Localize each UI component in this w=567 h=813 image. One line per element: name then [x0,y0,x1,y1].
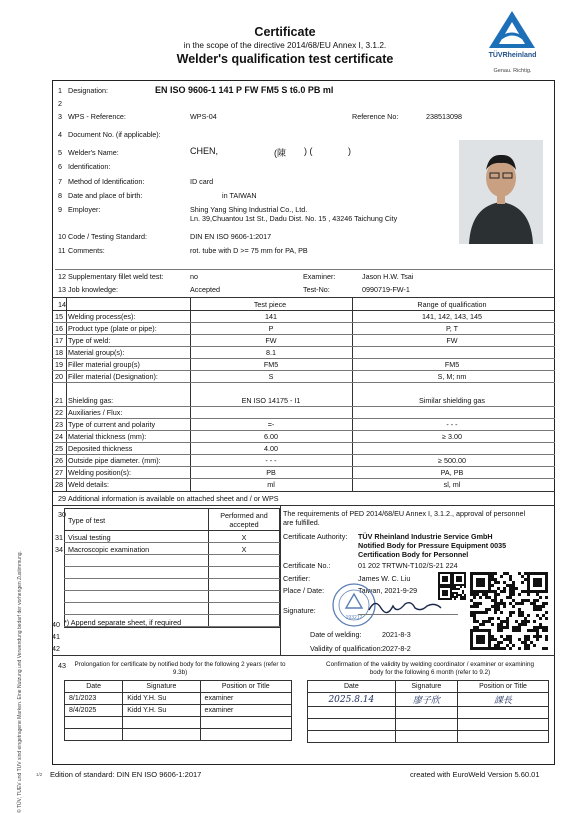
row-number: 21 [55,396,63,405]
tuv-logo [475,8,550,78]
table-row [65,693,292,705]
append-note: *) Append separate sheet, if required [64,618,182,627]
test-piece-value: 6.00 [264,432,278,441]
reference-label: Reference No: [352,112,399,121]
row-separator [52,454,555,455]
test-piece-value: S [268,372,274,381]
table-cell: Kidd Y.H. Su [123,705,200,717]
row-number: 1 [58,86,62,95]
table-header-row [65,681,292,693]
confirmation-table [307,680,549,743]
certificate-title: Certificate [254,25,316,39]
test-piece-value: FM5 [263,360,279,369]
test-mark: X [241,533,247,542]
place-value: Taiwan, 2021-9-29 [358,586,418,595]
page-prefix: 1/2 [36,772,43,777]
qualification-label: Welding position(s): [68,468,131,477]
row-number: 2 [58,99,62,108]
table-row [65,705,292,717]
col-performed: Performed and accepted [220,511,268,529]
row-separator [52,322,555,323]
range-value: S, M; nm [437,372,467,381]
row-number: 42 [52,644,60,653]
confirm-text-2: body for the following 6 month (refer to 9.2) [369,669,491,676]
welder-name-paren-2: ) ( [304,146,313,156]
row-separator [52,346,555,347]
row-separator [52,382,555,383]
row-number: 11 [58,246,66,255]
test-piece-value: ml [267,480,275,489]
row-number: 34 [55,545,63,554]
confirm-text-1: Confirmation of the validity by welding coordinator / examiner or examining [326,661,534,668]
row-separator [52,370,555,371]
range-value: PA, PB [440,468,464,477]
test-piece-value: 4.00 [264,444,278,453]
designation-label: Designation: [68,86,108,95]
ped-text-2: are fulfilled. [283,518,320,527]
qr-code [470,572,548,650]
table-row [308,731,549,743]
qualification-label: Filler material group(s) [68,360,140,369]
row-number: 22 [55,408,63,417]
separator [52,491,555,492]
row-separator [64,542,280,543]
row-separator [64,566,280,567]
separator [52,655,555,656]
qualification-label: Welding process(es): [68,312,136,321]
row-number: 6 [58,162,62,171]
side-trademark-note: © TÜV, TUEV und TUV sind eingetragene Marken. Eine Nutzung und Verwendung bedarf der vorherigen Zustimmung. [17,551,23,813]
certno-value: 01 202 TRTWN-T102/S-21 224 [358,561,458,570]
table-row [308,693,549,707]
row-number: 13 [58,285,66,294]
range-value: sl, ml [443,480,461,489]
weld-date-value: 2021-8-3 [382,630,411,639]
welder-name-paren-3: ) [348,146,351,156]
testno-label: Test-No: [303,285,330,294]
row-number: 29 [58,494,66,503]
code-value: DIN EN ISO 9606-1:2017 [190,232,272,241]
welder-name-label: Welder's Name: [68,148,119,157]
row-separator [52,466,555,467]
table-cell [308,731,396,743]
reference-value: 238513098 [426,112,462,121]
column-header: Date [308,681,396,693]
qualification-label: Material group(s): [68,348,125,357]
row-number: 18 [55,348,63,357]
weld-date-label: Date of welding: [310,630,362,639]
row-separator [52,334,555,335]
table-row [65,729,292,741]
wps-value: WPS-04 [190,112,217,121]
wps-label: WPS - Reference: [68,112,126,121]
table-cell [395,707,457,719]
row-separator [52,406,555,407]
test-type: Visual testing [68,533,111,542]
col-range: Range of qualification [417,300,487,309]
row-number: 28 [55,480,63,489]
qualification-label: Deposited thickness [68,444,133,453]
qualification-label: Type of weld: [68,336,111,345]
row-separator [64,614,280,615]
birth-value: in TAIWAN [222,191,257,200]
certifier-label: Certifier: [283,574,311,583]
table-cell [308,707,396,719]
row-number: 25 [55,444,63,453]
row-separator [52,478,555,479]
test-piece-value: P [268,324,274,333]
ped-text-1: The requirements of PED 2014/68/EU Annex I, 3.1.2., approval of personnel [283,509,526,518]
col-test-piece: Test piece [253,300,287,309]
table-cell [65,717,123,729]
row-number: 19 [55,360,63,369]
row-number: 3 [58,112,62,121]
row-number: 9 [58,205,62,214]
place-label: Place / Date: [283,586,325,595]
row-number: 27 [55,468,63,477]
comments-label: Comments: [68,246,105,255]
row-separator [52,418,555,419]
qualification-label: Type of current and polarity [68,420,156,429]
table-cell [123,717,200,729]
table-cell [458,719,549,731]
signature-label: Signature: [283,606,316,615]
logo-tagline: Genau. Richtig. [493,68,532,74]
table-cell: 廖子欣 [395,693,457,707]
row-number: 8 [58,191,62,200]
row-number: 4 [58,130,62,139]
column-header: Signature [123,681,200,693]
table-cell [395,719,457,731]
column-header: Position or Title [200,681,291,693]
ca-value-1: TÜV Rheinland Industrie Service GmbH [358,532,493,541]
logo-text: TÜVRheinland [488,52,537,59]
range-value: 141, 142, 143, 145 [422,312,482,321]
table-row [65,717,292,729]
row-number: 12 [58,272,66,281]
range-value: ≥ 500.00 [438,456,466,465]
qualification-label: Filler material (Designation): [68,372,158,381]
method-label: Method of Identification: [68,177,145,186]
table-cell: examiner [200,693,291,705]
separator [55,269,553,270]
row-number: 15 [55,312,63,321]
qualification-label: Material thickness (mm): [68,432,147,441]
employer-label: Employer: [68,205,101,214]
row-number: 20 [55,372,63,381]
examiner-label: Examiner: [303,272,336,281]
table-cell [200,729,291,741]
designation-value: EN ISO 9606-1 141 P FW FM5 S t6.0 PB ml [155,85,334,95]
job-value: Accepted [190,285,220,294]
welder-photo [459,140,543,244]
prolong-text-2: 9.3b) [172,669,188,676]
row-number: 10 [58,232,66,241]
prolongation-table [64,680,292,741]
divider [66,297,67,491]
additional-info: Additional information is available on attached sheet and / or WPS [68,494,279,503]
table-cell: examiner [200,705,291,717]
separator [52,297,555,298]
fillet-label: Supplementary fillet weld test: [68,272,164,281]
table-cell: 課長 [458,693,549,707]
job-label: Job knowledge: [68,285,118,294]
table-cell [308,719,396,731]
table-cell [395,731,457,743]
test-piece-value: - - - [265,456,277,465]
row-number: 40 [52,620,60,629]
welder-name-paren-1: (陳 [274,148,286,158]
identification-label: Identification: [68,162,111,171]
test-mark: X [241,545,247,554]
table-cell [65,729,123,741]
table-cell: 8/4/2025 [65,705,123,717]
row-number: 7 [58,177,62,186]
row-number: 41 [52,632,60,641]
qualification-label: Weld details: [68,480,110,489]
footer-version: created with EuroWeld Version 5.60.01 [410,770,540,779]
ca-label: Certificate Authority: [283,532,348,541]
svg-text:193217: 193217 [345,615,363,621]
range-value: - - - [446,420,458,429]
row-number: 26 [55,456,63,465]
docno-label: Document No. (if applicable): [68,130,161,139]
certificate-subtitle: in the scope of the directive 2014/68/EU Annex I, 3.1.2. [183,40,387,50]
tuv-triangle-icon [475,8,550,53]
column-header: Position or Title [458,681,549,693]
table-cell [123,729,200,741]
row-number: 43 [58,661,66,670]
method-value: ID card [190,177,214,186]
table-header-row [308,681,549,693]
row-number: 16 [55,324,63,333]
row-separator [64,554,280,555]
signature-line [358,614,458,615]
row-number: 17 [55,336,63,345]
row-number: 30 [58,510,66,519]
range-value: FM5 [444,360,460,369]
table-cell [200,717,291,729]
range-value: Similar shielding gas [419,396,485,405]
column-header: Signature [395,681,457,693]
table-cell: 2025.8.14 [308,693,396,707]
certifier-value: James W. C. Liu [358,574,411,583]
fillet-value: no [190,272,198,281]
examiner-value: Jason H.W. Tsai [362,272,414,281]
code-label: Code / Testing Standard: [68,232,147,241]
ca-value-2: Notified Body for Pressure Equipment 0035 [358,541,507,550]
validity-label: Validity of qualification: [310,644,383,653]
qualification-label: Outside pipe diameter. (mm): [68,456,161,465]
qr-code-small [438,572,466,600]
test-piece-value: 141 [265,312,277,321]
divider [208,508,209,628]
table-cell [458,707,549,719]
ca-value-3: Certification Body for Personnel [358,550,469,559]
separator [64,530,280,531]
separator [52,505,555,506]
test-piece-value: PB [266,468,276,477]
test-piece-value: =- [267,420,275,429]
document-title: Welder's qualification test certificate [176,52,394,66]
row-separator [52,430,555,431]
table-row [308,707,549,719]
row-number: 14 [58,300,66,309]
row-number: 31 [55,533,63,542]
testno-value: 0990719-FW-1 [362,285,410,294]
qualification-label: Product type (plate or pipe): [68,324,157,333]
range-value: P, T [445,324,459,333]
range-value: ≥ 3.00 [442,432,462,441]
certno-label: Certificate No.: [283,561,331,570]
employer-address: Ln. 39,Chuantou 1st St., Dadu Dist. No. 15 , 43246 Taichung City [190,214,398,223]
row-number: 24 [55,432,63,441]
birth-label: Date and place of birth: [68,191,143,200]
test-piece-value: FW [265,336,277,345]
table-cell [458,731,549,743]
table-cell: Kidd Y.H. Su [123,693,200,705]
qualification-label: Auxiliaries / Flux: [68,408,123,417]
welder-name-value: CHEN, [190,146,219,156]
test-piece-value: EN ISO 14175 - I1 [241,396,301,405]
qualification-label: Shielding gas: [68,396,114,405]
table-cell: 8/1/2023 [65,693,123,705]
table-row [308,719,549,731]
employer-name: Shing Yang Shing Industrial Co., Ltd. [190,205,308,214]
row-number: 23 [55,420,63,429]
row-separator [64,578,280,579]
footer-edition: Edition of standard: DIN EN ISO 9606-1:2017 [50,770,202,779]
range-value: FW [446,336,458,345]
row-separator [64,590,280,591]
test-piece-value: 8.1 [266,348,276,357]
col-type-of-test: Type of test [68,516,106,525]
prolong-text-1: Prolongation for certificate by notified body for the following 2 years (refer to [74,661,286,668]
row-separator [64,602,280,603]
validity-value: 2027-8-2 [382,644,411,653]
row-separator [52,358,555,359]
comments-value: rot. tube with D >= 75 mm for PA, PB [190,246,308,255]
row-number: 5 [58,148,62,157]
test-type: Macroscopic examination [68,545,150,554]
column-header: Date [65,681,123,693]
divider [280,505,281,655]
row-separator [52,442,555,443]
separator [52,310,555,311]
